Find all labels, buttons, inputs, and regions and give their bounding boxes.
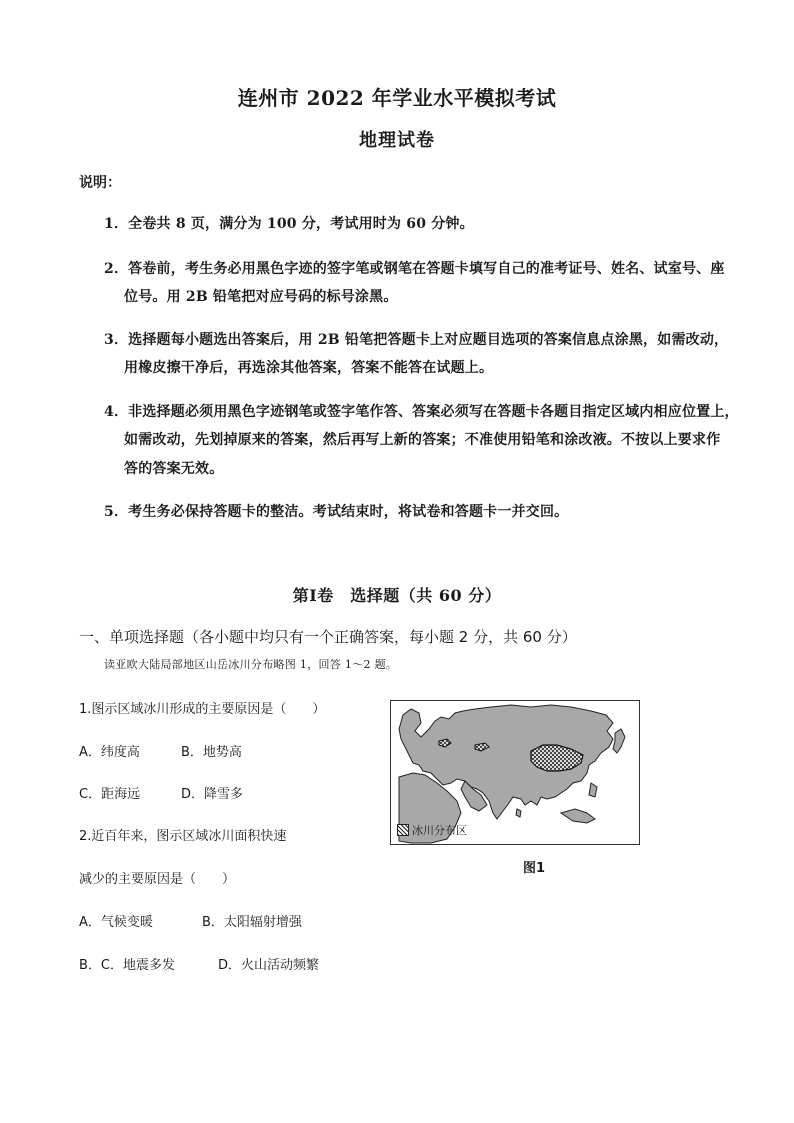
instructions-heading: 说明： xyxy=(79,175,121,191)
landmass-philippines xyxy=(589,783,597,797)
glacier-distribution-map xyxy=(390,700,640,845)
question-2-option-b: B．太阳辐射增强 xyxy=(202,915,302,930)
instruction-4-line-2: 如需改动，先划掉原来的答案，然后再写上新的答案；不准使用铅笔和涂改液。不按以上要求作 xyxy=(124,432,721,448)
instruction-1-line-1: 1．全卷共 8 页，满分为 100 分，考试用时为 60 分钟。 xyxy=(104,216,474,232)
question-1-option-c: C．距海远 xyxy=(79,787,141,802)
legend-label: 冰川分布区 xyxy=(412,824,467,837)
map-legend xyxy=(397,822,467,838)
instruction-2-line-1: 2．答卷前，考生务必用黑色字迹的签字笔或钢笔在答题卡填写自己的准考证号、姓名、试室号、座 xyxy=(104,261,725,277)
question-1-option-b: B．地势高 xyxy=(181,745,242,760)
question-2-option-d: D．火山活动频繁 xyxy=(218,958,320,973)
question-1-option-a: A．纬度高 xyxy=(79,745,140,760)
section-title: 第Ⅰ卷 选择题（共 60 分） xyxy=(292,586,502,605)
question-1-option-d: D．降雪多 xyxy=(181,787,244,802)
instruction-4-line-3: 答的答案无效。 xyxy=(124,461,224,477)
instruction-2-line-2: 位号。用 2B 铅笔把对应号码的标号涂黑。 xyxy=(124,289,398,305)
instruction-3-line-1: 3．选择题每小题选出答案后，用 2B 铅笔把答题卡上对应题目选项的答案信息点涂黑，如需改动， xyxy=(104,332,729,348)
landmass-indonesia xyxy=(561,809,595,823)
glacier-hatch-swatch xyxy=(397,824,409,836)
question-2-option-a: A．气候变暖 xyxy=(79,915,153,930)
instruction-3-line-2: 用橡皮擦干净后，再选涂其他答案，答案不能答在试题上。 xyxy=(124,360,494,376)
figure-caption: 图1 xyxy=(523,861,546,876)
question-2-stem-line-1: 2.近百年来，图示区域冰川面积快速 xyxy=(79,829,287,844)
landmass-japan xyxy=(613,729,625,753)
question-2-option-c: B．C．地震多发 xyxy=(79,958,175,973)
reading-intro: 读亚欧大陆局部地区山岳冰川分布略图 1，回答 1～2 题。 xyxy=(104,658,398,671)
instruction-5-line-1: 5．考生务必保持答题卡的整洁。考试结束时，将试卷和答题卡一并交回。 xyxy=(104,504,569,520)
question-1-stem: 1.图示区域冰川形成的主要原因是（ ） xyxy=(79,702,326,717)
question-2-stem-line-2: 减少的主要原因是（ ） xyxy=(79,872,236,887)
landmass-sri-lanka xyxy=(516,809,521,817)
instruction-4-line-1: 4．非选择题必须用黑色字迹钢笔或签字笔作答、答案必须写在答题卡各题目指定区域内相应位置上， xyxy=(104,404,739,420)
part-heading: 一、单项选择题（各小题中均只有一个正确答案，每小题 2 分，共 60 分） xyxy=(79,628,577,646)
exam-title: 连州市 2022 年学业水平模拟考试 xyxy=(237,86,557,110)
exam-subtitle: 地理试卷 xyxy=(359,130,435,151)
